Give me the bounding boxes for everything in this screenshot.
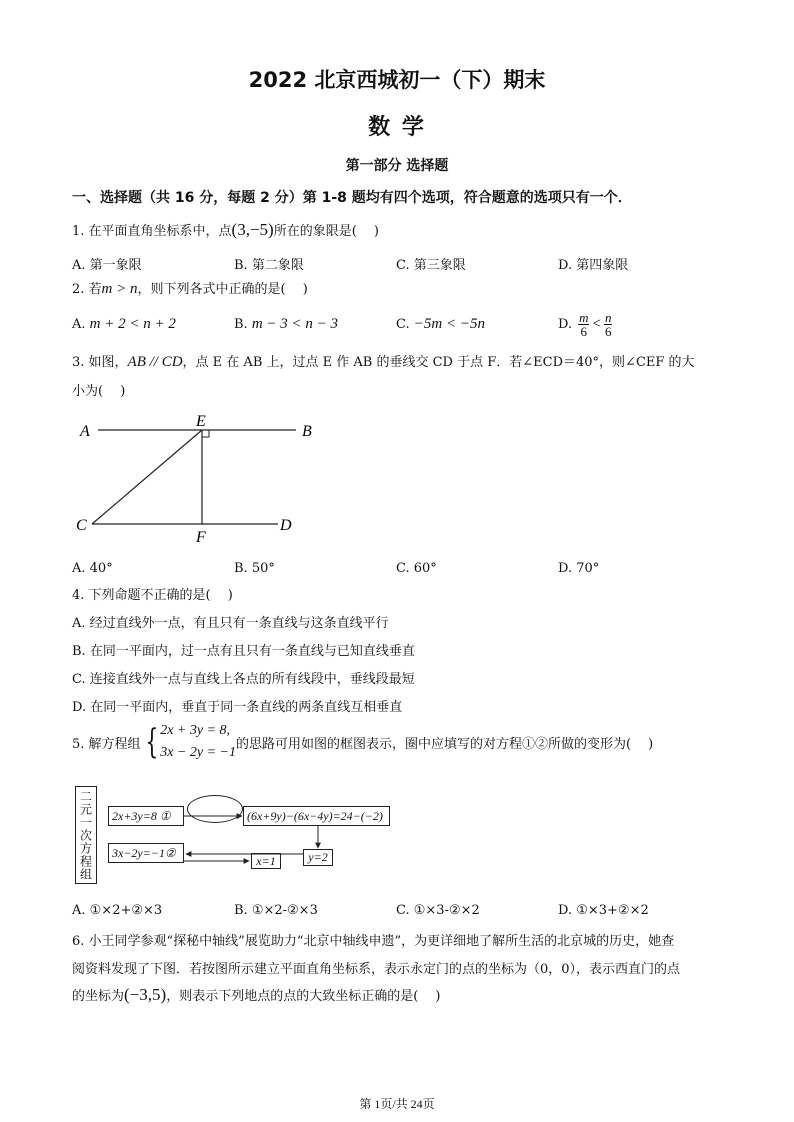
q2-text-post: ，则下列各式中正确的是( ) bbox=[137, 282, 308, 297]
part-title: 第一部分 选择题 bbox=[345, 158, 449, 174]
q2-option-c[interactable] bbox=[396, 316, 485, 333]
right-angle-mark bbox=[202, 430, 209, 437]
q4-option-a[interactable]: A. 经过直线外一点，有且只有一条直线与这条直线平行 bbox=[72, 616, 389, 631]
q2-text-pre: 2. 若 bbox=[72, 282, 102, 297]
diagram-combined-box: (6x+9y)−(6x−4y)=24−(−2) bbox=[243, 806, 390, 826]
diagram-eq1-box: 2x+3y=8 ① bbox=[108, 806, 184, 826]
q6-text-pre: 的坐标为 bbox=[72, 989, 125, 1004]
q5-equation-1: 2x + 3y = 8, bbox=[160, 723, 231, 738]
subject-title: 数 学 bbox=[368, 115, 426, 140]
system-brace: { bbox=[144, 722, 158, 762]
label-b: B bbox=[302, 423, 312, 440]
q3-parallel: AB // CD bbox=[127, 354, 183, 370]
q2-d-den1: 6 bbox=[580, 324, 588, 339]
q3-text-post: ，点 E 在 AB 上，过点 E 作 AB 的垂线交 CD 于点 F．若∠ECD＝40°，则∠CEF 的大 bbox=[182, 355, 695, 370]
q2-d-den2: 6 bbox=[604, 324, 612, 339]
question-1-stem bbox=[72, 219, 379, 243]
q2-option-d-fraction-2 bbox=[604, 311, 613, 338]
exam-title: 2022 北京西城初一（下）期末 bbox=[248, 68, 546, 92]
segment-ec bbox=[92, 430, 202, 524]
q3-text-pre: 3. 如图， bbox=[72, 355, 128, 370]
q4-option-d[interactable]: D. 在同一平面内，垂直于同一条直线的两条直线互相垂直 bbox=[72, 700, 403, 715]
q1-option-c[interactable]: C. 第三象限 bbox=[396, 258, 466, 273]
q6-point: (−3,5) bbox=[124, 985, 167, 1004]
q2-option-a-expr: m + 2 < n + 2 bbox=[89, 316, 176, 332]
question-3-stem bbox=[72, 352, 695, 373]
q2-option-d[interactable] bbox=[558, 311, 612, 338]
q3-option-c[interactable]: C. 60° bbox=[396, 561, 437, 576]
q1-option-d[interactable]: D. 第四象限 bbox=[558, 258, 629, 273]
diagram-eq2-box: 3x−2y=−1② bbox=[108, 843, 184, 863]
question-4-stem: 4. 下列命题不正确的是( ) bbox=[72, 588, 233, 603]
q5-option-a[interactable]: A. ①×2+②×3 bbox=[72, 903, 163, 918]
diagram-side-label: 二元一次方程组 bbox=[78, 789, 93, 881]
label-d: D bbox=[280, 517, 292, 534]
q2-option-b[interactable] bbox=[234, 316, 338, 333]
q2-option-b-letter: B. bbox=[234, 317, 248, 332]
q5-option-d[interactable]: D. ①×3+②×2 bbox=[558, 903, 649, 918]
q2-option-c-letter: C. bbox=[396, 317, 410, 332]
q1-text-pre: 1. 在平面直角坐标系中，点 bbox=[72, 224, 232, 239]
q3-option-d[interactable]: D. 70° bbox=[558, 561, 600, 576]
q1-option-b[interactable]: B. 第二象限 bbox=[234, 258, 304, 273]
q2-option-a-letter: A. bbox=[72, 317, 86, 332]
q5-text-post: 的思路可用如图的框图表示，圈中应填写的对方程①②所做的变形为( ) bbox=[235, 736, 654, 752]
q2-option-b-expr: m − 3 < n − 3 bbox=[251, 316, 339, 332]
q2-option-d-fraction-1 bbox=[578, 311, 589, 338]
q4-option-b[interactable]: B. 在同一平面内，过一点有且只有一条直线与已知直线垂直 bbox=[72, 644, 415, 659]
diagram-x-box: x=1 bbox=[251, 853, 281, 869]
q2-option-c-expr: −5m < −5n bbox=[413, 316, 485, 332]
q2-d-num2: n bbox=[604, 310, 612, 325]
q6-text-post: ，则表示下列地点的点的大致坐标正确的是( ) bbox=[166, 989, 441, 1004]
q2-condition: m > n bbox=[101, 281, 138, 297]
label-a: A bbox=[80, 423, 90, 440]
section-heading: 一、选择题（共 16 分，每题 2 分）第 1-8 题均有四个选项，符合题意的选项只有一个． bbox=[72, 190, 632, 206]
diagram-side-box bbox=[75, 786, 97, 884]
q5-text-pre: 5. 解方程组 bbox=[72, 736, 141, 752]
diagram-arrows bbox=[100, 790, 400, 880]
page-number: 第 1页/共 24页 bbox=[359, 1097, 435, 1111]
q3-option-a[interactable]: A. 40° bbox=[72, 561, 113, 576]
q3-geometry-figure bbox=[70, 412, 330, 548]
diagram-y-box: y=2 bbox=[303, 849, 333, 866]
q1-point: (3,−5) bbox=[231, 220, 274, 239]
q5-equation-system bbox=[141, 720, 236, 764]
q5-equation-2: 3x − 2y = −1 bbox=[160, 745, 236, 760]
q5-option-c[interactable]: C. ①×3-②×2 bbox=[396, 903, 480, 918]
q2-d-num1: m bbox=[579, 310, 589, 325]
q2-d-less-than: < bbox=[592, 316, 601, 332]
q1-text-post: 所在的象限是( ) bbox=[273, 224, 379, 239]
question-6-line-2: 阅资料发现了下图．若按图所示建立平面直角坐标系，表示永定门的点的坐标为（0，0），表示西直门的点 bbox=[72, 962, 681, 977]
q2-option-d-letter: D. bbox=[558, 317, 573, 332]
label-f: F bbox=[196, 529, 206, 546]
label-c: C bbox=[76, 517, 87, 534]
question-5-stem bbox=[72, 720, 653, 764]
question-6-line-1: 6. 小王同学参观“探秘中轴线”展览助力“北京中轴线申遗”，为更详细地了解所生活的北京城的历史，她查 bbox=[72, 934, 675, 949]
q4-option-c[interactable]: C. 连接直线外一点与直线上各点的所有线段中，垂线段最短 bbox=[72, 672, 415, 687]
q5-option-b[interactable]: B. ①×2-②×3 bbox=[234, 903, 318, 918]
q1-option-a[interactable]: A. 第一象限 bbox=[72, 258, 142, 273]
q3-option-b[interactable]: B. 50° bbox=[234, 561, 275, 576]
question-2-stem bbox=[72, 279, 308, 300]
question-3-stem-line2: 小为( ) bbox=[72, 384, 126, 399]
question-6-line-3 bbox=[72, 984, 440, 1008]
q2-option-a[interactable] bbox=[72, 316, 176, 333]
label-e: E bbox=[196, 413, 206, 430]
